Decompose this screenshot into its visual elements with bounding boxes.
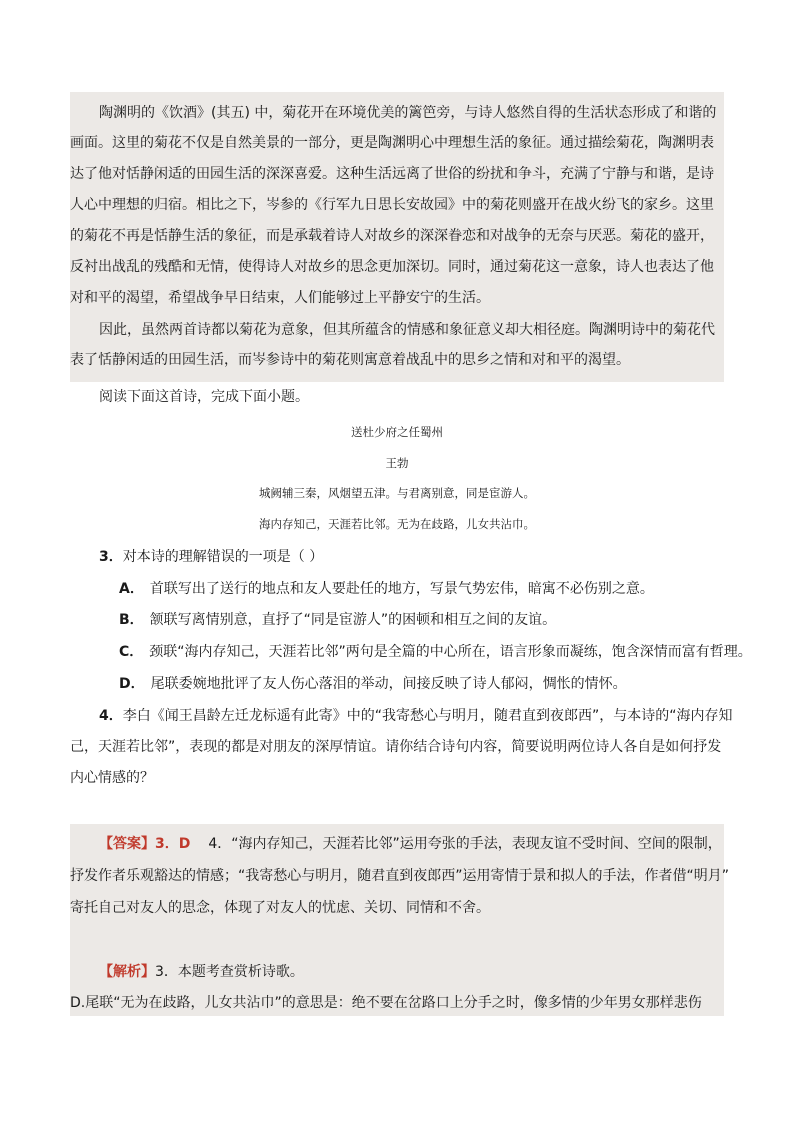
option-c <box>119 642 752 662</box>
option-b <box>119 610 724 630</box>
explanation-line-1 <box>99 962 753 982</box>
option-text: 颔联写离情别意，直抒了“同是宦游人”的困顿和相互之间的友谊。 <box>149 612 557 628</box>
option-text: 首联写出了送行的地点和友人要赴任的地方，写景气势宏伟，暗寓不必伤别之意。 <box>149 581 654 597</box>
question-3 <box>99 547 753 567</box>
explanation-line-2: D.尾联“无为在歧路，儿女共沾巾”的意思是：绝不要在岔路口上分手之时，像多情的少年男女那样悲伤 <box>70 995 702 1011</box>
option-text: 颈联“海内存知己，天涯若比邻”两句是全篇的中心所在，语言形象而凝练，饱含深情而富有哲理。 <box>149 644 752 660</box>
answer-q3: 3．D <box>155 836 191 852</box>
answer-text: 4．“海内存知己，天涯若比邻”运用夸张的手法，表现友谊不受时间、空间的限制， <box>208 836 722 852</box>
question-stem: 对本诗的理解错误的一项是（ ） <box>122 549 324 565</box>
explanation-text: 3．本题考查赏析诗歌。 <box>155 964 304 980</box>
text-line: 画面。这里的菊花不仅是自然美景的一部分，更是陶渊明心中理想生活的象征。通过描绘菊花，陶渊明表 <box>70 135 714 151</box>
text-line: 达了他对恬静闲适的田园生活的深深喜爱。这种生活远离了世俗的纷扰和争斗，充满了宁静与和谐，是诗 <box>70 166 714 182</box>
text-line: 人心中理想的归宿。相比之下，岑参的《行军九日思长安故园》中的菊花则盛开在战火纷飞的家乡。这里 <box>70 197 714 213</box>
text-line: 内心情感的？ <box>70 770 154 786</box>
text-line <box>99 706 753 726</box>
answer-line-2: 抒发作者乐观豁达的情感；“我寄愁心与明月，随君直到夜郎西”运用寄情于景和拟人的手法，作者借“明月” <box>70 868 730 884</box>
option-letter: D． <box>119 676 145 692</box>
option-text: 尾联委婉地批评了友人伤心落泪的举动，间接反映了诗人郁闷，惆怅的情怀。 <box>150 676 627 692</box>
question-stem: 李白《闻王昌龄左迁龙标遥有此寄》中的“我寄愁心与明月，随君直到夜郎西”，与本诗的“海内存知 <box>122 708 733 724</box>
question-number: 3． <box>99 549 123 565</box>
answer-line-1 <box>99 834 753 854</box>
option-a <box>119 579 724 599</box>
poem-line-1: 城阙辅三秦，风烟望五津。与君离别意，同是宦游人。 <box>259 486 535 500</box>
option-letter: B． <box>119 612 144 628</box>
poem-line-2: 海内存知己，天涯若比邻。无为在歧路，儿女共沾巾。 <box>259 517 535 531</box>
instruction-text: 阅读下面这首诗，完成下面小题。 <box>99 389 309 405</box>
text-line: 对和平的渴望，希望战争早日结束，人们能够过上平静安宁的生活。 <box>70 290 490 306</box>
explanation-label: 【解析】 <box>99 964 155 980</box>
text-line: 因此，虽然两首诗都以菊花为意象，但其所蕴含的情感和象征意义却大相径庭。陶渊明诗中的菊花代 <box>99 322 715 338</box>
option-letter: C． <box>119 644 144 660</box>
poem-title: 送杜少府之任蜀州 <box>351 425 443 439</box>
poem-author: 王勃 <box>385 456 409 470</box>
text-line: 己，天涯若比邻”，表现的都是对朋友的深厚情谊。请你结合诗句内容，简要说明两位诗人各自是如何抒发 <box>70 739 722 755</box>
option-d <box>119 674 724 694</box>
answer-line-3: 寄托自己对友人的思念，体现了对友人的忧虑、关切、同情和不舍。 <box>70 900 490 916</box>
answer-label: 【答案】 <box>99 836 155 852</box>
text-line: 表了恬静闲适的田园生活，而岑参诗中的菊花则寓意着战乱中的思乡之情和对和平的渴望。 <box>70 352 630 368</box>
text-line: 反衬出战乱的残酷和无情，使得诗人对故乡的思念更加深切。同时，通过菊花这一意象，诗人也表达了他 <box>70 259 714 275</box>
option-letter: A． <box>119 581 144 597</box>
question-number: 4． <box>99 708 123 724</box>
text-line: 陶渊明的《饮酒》(其五) 中，菊花开在环境优美的篱笆旁，与诗人悠然自得的生活状态形成了和谐的 <box>99 105 717 121</box>
text-line: 的菊花不再是恬静生活的象征，而是承载着诗人对故乡的深深眷恋和对战争的无奈与厌恶。菊花的盛开， <box>70 228 714 244</box>
